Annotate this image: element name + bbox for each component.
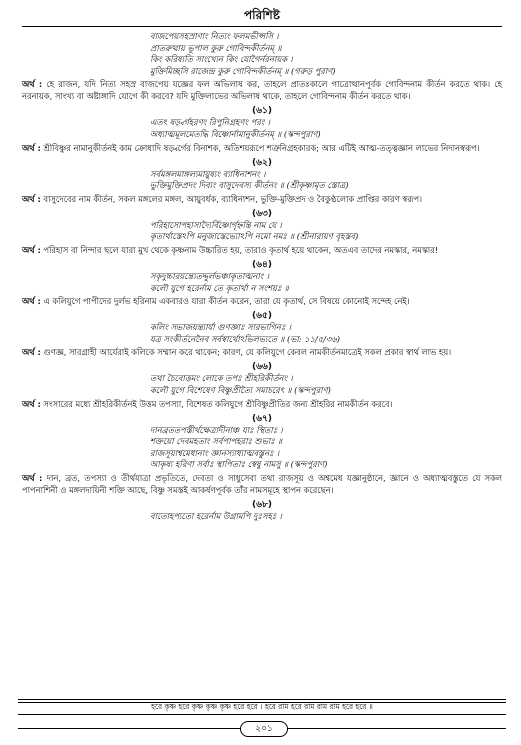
sanskrit-verse	[150, 31, 502, 77]
meaning-text: বাসুদেবের নাম কীর্তন, সকল মঙ্গলের মঙ্গল, আয়ুবর্ধক, ব্যাধিনাশন, ভুক্তি-মুক্তিপ্রদ ও বৈকুণ্ঠলোক প্রাপ্তির কারণ স্বরূপ।	[43, 193, 422, 204]
sanskrit-verse	[150, 220, 502, 243]
verse-number: (৬২)	[252, 157, 272, 168]
verse-line: ভুক্তিমুক্তিপ্রদং দিব্যং বাসুদেবস্য কীর্তনং ॥ (শ্রীকৃষ্ণামৃত স্তোত্র)	[150, 180, 349, 191]
verse-meaning	[22, 193, 502, 205]
verse-meaning	[22, 244, 502, 256]
verse-meaning	[22, 142, 502, 154]
verse-number: (৬৬)	[252, 362, 272, 373]
verse-section	[22, 361, 502, 409]
verse-line: সকৃদুচ্চারয়ন্ত্যেতদ্দুর্লভঞ্চাকৃতাত্মনাং ।	[150, 270, 269, 281]
meaning-text: শ্রীবিষ্ণুর নামানুকীর্তনই কাম ক্রোধাদি ষড়্বর্গের বিনাশক, অতিশয়রূপে শত্রুনিগ্রহকারক; আর এটিই আত্ম-তত্ত্বজ্ঞান লাভের নিদানস্বরূপ।	[43, 142, 480, 153]
verse-meaning	[22, 472, 502, 496]
verse-line: প্রাতরুত্থায় ভূপাল কুরু গোবিন্দকীর্তনম্ ॥	[150, 42, 282, 53]
verse-meaning	[22, 398, 502, 410]
verse-number: (৬১)	[252, 106, 272, 117]
verse-section	[22, 413, 502, 496]
verse-section	[22, 157, 502, 205]
verse-line: রাজসূয়াশ্বমেধানাং জ্ঞানস্যাধ্যাত্মবস্তুনঃ ।	[150, 447, 280, 458]
sanskrit-verse	[150, 117, 502, 140]
meaning-label: অর্থ :	[22, 79, 43, 90]
meaning-label: অর্থ :	[22, 472, 43, 483]
meaning-label: অর্থ :	[22, 296, 41, 307]
sanskrit-verse	[150, 271, 502, 294]
meaning-text: হে রাজন, যদি নিত্য সহস্র বাজপেয় যজ্ঞের ফল অভিলাষ কর, তাহলে প্রাতঃকালে গাত্রোত্থানপূর্বক গোবিন্দনাম কীর্তন করতে থাক। হে নরনায়ক, সাংখ্য বা অষ্টাঙ্গাদি যোগে কী করবে? যদি মুক্তিলাভের অভিলাষ থাকে, তাহলে গোবিন্দনাম কীর্তন করতে থাক।	[22, 79, 502, 102]
verse-line: তথা চৈবোত্তমং লোকে তপঃ শ্রীহরিকীর্তনং ।	[150, 373, 293, 384]
sanskrit-verse	[150, 511, 502, 523]
sanskrit-verse	[150, 425, 502, 471]
meaning-text: গুণজ্ঞ, সারগ্রাহী আর্যেরাই কলিকে সম্মান করে থাকেন; কারণ, যে কলিযুগে কেবল নামকীর্তনমাত্রেই সকল প্রকার স্বার্থ লাভ হয়।	[43, 347, 452, 358]
meaning-text: এ কলিযুগে পাপীদের দুর্লভ হরিনাম একবারও যারা কীর্তন করেন, তারা যে কৃতার্থ, সে বিষয়ে কোনোই সন্দেহ নেই।	[43, 296, 410, 307]
verse-section	[22, 259, 502, 307]
meaning-text: সংসারের মধ্যে শ্রীহরিকীর্তনই উত্তম তপস্যা, বিশেষত কলিযুগে শ্রীবিষ্ণুপ্রীতির জন্য শ্রীহরির নামকীর্তন করবে।	[43, 398, 393, 409]
meaning-text: পরিহাস বা নিন্দার ছলে যারা মুখ থেকে কৃষ্ণনাম উচ্চারিত হয়, তারাও কৃতার্থ হয়ে থাকেন, অতএব তাদের নমস্কার, নমস্কার!	[43, 244, 439, 255]
verse-line: যত্র সংকীর্তনেনৈব সর্বস্বার্থোঽভিলভ্যতে ॥ (ভা: ১১/৫/৩৬)	[150, 333, 341, 344]
verse-meaning	[22, 346, 502, 358]
verse-line: বাজপেয়সহস্রাণাং নিত্যং ফলমভীপ্সসি ।	[150, 31, 279, 41]
verse-number: (৬৪)	[252, 259, 272, 270]
verse-section	[22, 105, 502, 153]
page-number: ২০১	[240, 721, 288, 737]
verse-meaning	[22, 295, 502, 307]
mantra-frame	[18, 699, 506, 715]
verse-line: কলৌ যুগে হরের্নাম তে কৃতার্থা ন সংশয়ঃ ॥	[150, 282, 289, 293]
meaning-label: অর্থ :	[22, 244, 41, 255]
verse-line: কলিং সভাজয়ন্ত্যার্যা গুণজ্ঞাঃ সারভাগিনঃ ।	[150, 322, 291, 333]
verse-line: কলৌ যুগে বিশেষেণ বিষ্ণুপ্রীত্যৈ সমাচরেৎ ॥ (স্কন্দপুরাণ)	[150, 384, 331, 395]
verse-line: অধ্যাত্মমূলমেতদ্ধি বিষ্ণোর্নামানুকীর্তনম্ ॥ (স্কন্দপুরাণ)	[150, 128, 321, 139]
verse-section	[22, 310, 502, 358]
verse-line: শক্তয়ো দেবমহতাং সর্বপাপহরাঃ শুভাঃ ॥	[150, 436, 283, 447]
verse-section	[22, 31, 502, 102]
sections-container	[22, 31, 502, 522]
page-footer	[18, 699, 506, 734]
verse-line: পরিহাসোপহাসাদ্যৈর্বিষ্ণোর্গৃহ্নন্তি নাম যে ।	[150, 219, 282, 230]
page-header-title: পরিশিষ্ট	[244, 8, 280, 22]
verse-line: আকৃষ্য হরিণা সর্বাঃ স্থাপিতাঃ স্বেষু নামসু ॥ (স্কন্দপুরাণ)	[150, 459, 328, 470]
verse-section	[22, 499, 502, 523]
meaning-label: অর্থ :	[22, 347, 41, 358]
verse-meaning	[22, 78, 502, 102]
verse-line: এতৎ ষড়্বর্গহরণং রিপুনিগ্রহণং পরং ।	[150, 117, 270, 128]
verse-line: দানব্রততপস্তীর্থক্ষেত্রাদীনাঞ্চ যাঃ স্থিতাঃ ।	[150, 424, 283, 435]
verse-number: (৬৫)	[252, 311, 272, 322]
verse-section	[22, 208, 502, 256]
verse-number: (৬৩)	[252, 208, 272, 219]
sanskrit-verse	[150, 373, 502, 396]
verse-line: কৃতার্থাস্তেঽপি মনুজাস্তেভ্যোঽপি নমো নমঃ ॥ (শ্রীনারায়ণ বৃহস্তব)	[150, 231, 359, 242]
meaning-label: অর্থ :	[22, 142, 41, 153]
verse-number: (৬৭)	[252, 413, 272, 424]
meaning-text: দান, ব্রত, তপস্যা ও তীর্থযাত্রা প্রভৃতিতে, দেবতা ও সাধুসেবা তথা রাজসূয় ও অশ্বমেধ যজ্ঞানুষ্ঠানে, জ্ঞানে ও অধ্যাত্মবস্তুতে যে সকল পাপনাশিনী ও মঙ্গলদায়িনী শক্তি আছে, বিষ্ণু সমস্তই আকর্ষণপূর্বক তাঁর নামসমূহে স্থাপন করেছেন।	[22, 472, 502, 495]
verse-number: (৬৮)	[252, 499, 272, 510]
sanskrit-verse	[150, 169, 502, 192]
header-rule	[22, 26, 502, 27]
document-page	[22, 6, 502, 522]
verse-line: সর্বমঙ্গলমাঙ্গল্যমায়ুষ্যং ব্যাধিনাশনং ।	[150, 168, 266, 179]
mantra-text: হরে কৃষ্ণ হরে কৃষ্ণ কৃষ্ণ কৃষ্ণ হরে হরে । হরে রাম হরে রাম রাম রাম হরে হরে ॥	[151, 702, 373, 711]
verse-line: কিং করিষ্যতি সাংখ্যেন কিং যোগৈর্নরনায়ক ।	[150, 54, 293, 65]
sanskrit-verse	[150, 322, 502, 345]
verse-line: মুক্তিমিচ্ছসি রাজেন্দ্র কুরু গোবিন্দকীর্তনম্ ॥ (গরুড় পুরাণ)	[150, 65, 336, 76]
verse-line: বাতোহপ্যতো হরের্নাম উগ্রামপি দুঃসহঃ ।	[150, 510, 282, 521]
meaning-label: অর্থ :	[22, 398, 41, 409]
meaning-label: অর্থ :	[22, 193, 41, 204]
